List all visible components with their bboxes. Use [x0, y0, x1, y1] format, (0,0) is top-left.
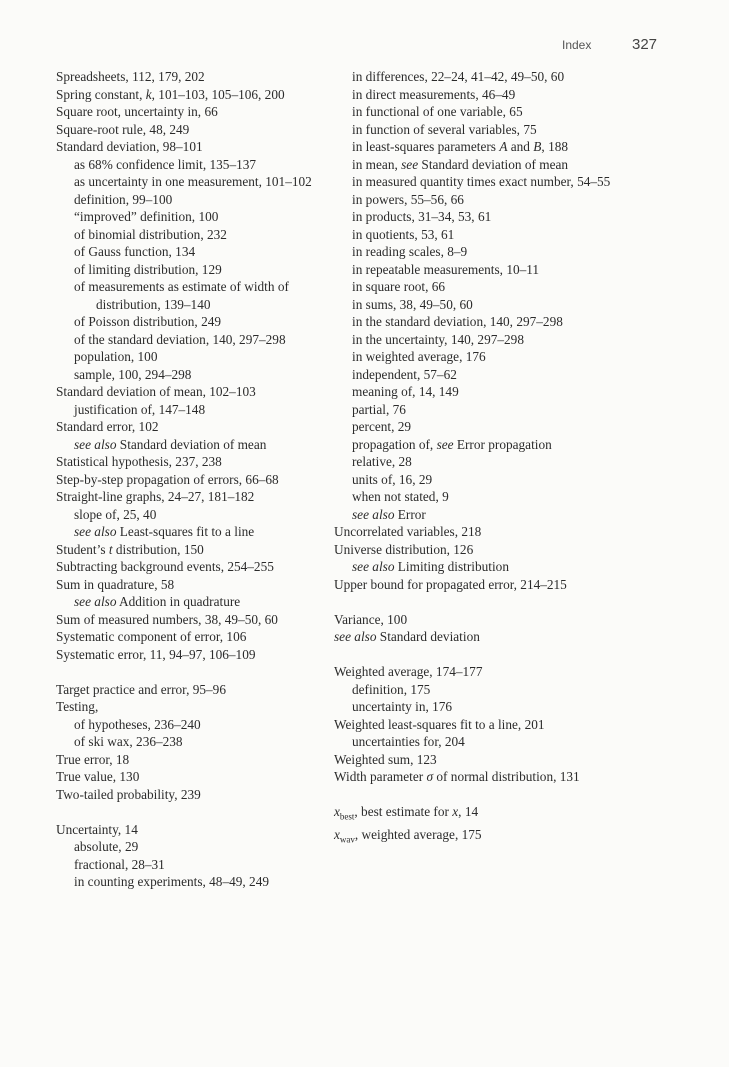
index-subentry: of Gauss function, 134: [74, 244, 196, 259]
index-subentry: of binomial distribution, 232: [74, 226, 227, 242]
index-entry: True value, 130: [56, 769, 140, 784]
index-entry: Universe distribution, 126: [334, 541, 474, 557]
index-subentry: as uncertainty in one measurement, 101–102: [74, 174, 312, 189]
index-entry: Spring constant, k, 101–103, 105–106, 200: [56, 86, 285, 102]
index-subentry: absolute, 29: [74, 839, 139, 854]
index-subentry: independent, 57–62: [352, 366, 457, 382]
index-entry: Target practice and error, 95–96: [56, 681, 226, 697]
index-entry: Sum of measured numbers, 38, 49–50, 60: [56, 611, 278, 627]
index-subentry: in direct measurements, 46–49: [352, 86, 516, 102]
index-subentry: percent, 29: [352, 419, 412, 434]
index-entry: $x_{best}$, best estimate for x, 14: [334, 804, 479, 822]
index-subentry: uncertainties for, 204: [352, 734, 465, 749]
index-subentry: definition, 99–100: [74, 191, 173, 207]
index-subentry: when not stated, 9: [352, 489, 449, 504]
running-header-label: Index: [562, 38, 592, 52]
index-entry: Systematic error, 11, 94–97, 106–109: [56, 646, 256, 662]
index-subentry: relative, 28: [352, 454, 412, 469]
index-subentry: in sums, 38, 49–50, 60: [352, 296, 473, 312]
index-entry: Weighted least-squares fit to a line, 201: [334, 716, 545, 732]
index-entry: Weighted sum, 123: [334, 751, 437, 767]
index-entry: Two-tailed probability, 239: [56, 786, 201, 802]
index-entry: Variance, 100: [334, 611, 408, 627]
index-subentry: partial, 76: [352, 401, 406, 417]
index-subentry: in measured quantity times exact number, 54–55: [352, 174, 611, 189]
index-subentry: of ski wax, 236–238: [74, 734, 183, 749]
index-entry: Subtracting background events, 254–255: [56, 559, 274, 574]
index-entry: Square root, uncertainty in, 66: [56, 104, 218, 119]
index-subentry: of the standard deviation, 140, 297–298: [74, 331, 286, 347]
index-subentry: in function of several variables, 75: [352, 121, 537, 137]
index-entry: Square-root rule, 48, 249: [56, 121, 190, 137]
index-subentry: in least-squares parameters A and B, 188: [352, 139, 569, 154]
page-header: [0, 36, 729, 56]
index-entry: Statistical hypothesis, 237, 238: [56, 454, 222, 469]
index-entry: Uncertainty, 14: [56, 821, 138, 837]
index-subentry: of hypotheses, 236–240: [74, 716, 201, 732]
index-subentry: slope of, 25, 40: [74, 506, 157, 522]
index-subentry: population, 100: [74, 349, 158, 364]
index-subentry: definition, 175: [352, 681, 431, 697]
index-subentry: in the standard deviation, 140, 297–298: [352, 314, 563, 329]
index-entry: $x_{wav}$, weighted average, 175: [334, 827, 482, 845]
index-entry: Spreadsheets, 112, 179, 202: [56, 69, 205, 84]
index-entry: Testing,: [56, 699, 99, 714]
index-subentry: “improved” definition, 100: [74, 209, 219, 224]
index-subentry: see also Least-squares fit to a line: [74, 524, 255, 539]
index-subentry: meaning of, 14, 149: [352, 384, 459, 399]
index-entry: Width parameter σ of normal distribution, 131: [334, 769, 580, 784]
index-subentry: in quotients, 53, 61: [352, 226, 455, 242]
index-subentry: in functional of one variable, 65: [352, 104, 523, 119]
page-number: 327: [632, 36, 658, 53]
index-subentry: uncertainty in, 176: [352, 699, 453, 714]
index-subentry: in mean, see Standard deviation of mean: [352, 156, 569, 172]
index-entry: True error, 18: [56, 751, 130, 767]
index-entry: Straight-line graphs, 24–27, 181–182: [56, 489, 255, 504]
index-subentry: in powers, 55–56, 66: [352, 191, 464, 207]
index-subentry: propagation of, see Error propagation: [352, 436, 552, 452]
index-entry: Weighted average, 174–177: [334, 664, 483, 679]
index-subentry: in square root, 66: [352, 279, 446, 294]
index-subentry: in weighted average, 176: [352, 349, 486, 364]
index-subentry: in reading scales, 8–9: [352, 244, 468, 259]
index-entry: Student’s t distribution, 150: [56, 541, 204, 557]
index-subentry: as 68% confidence limit, 135–137: [74, 156, 257, 172]
index-subentry: see also Limiting distribution: [352, 559, 509, 574]
index-entry: Upper bound for propagated error, 214–215: [334, 576, 567, 592]
index-subentry: justification of, 147–148: [74, 401, 206, 417]
index-entry: Standard error, 102: [56, 419, 159, 434]
index-entry: see also Standard deviation: [334, 629, 480, 644]
index-subentry: in counting experiments, 48–49, 249: [74, 874, 269, 889]
index-column-right: [334, 68, 634, 849]
index-subentry: see also Standard deviation of mean: [74, 436, 267, 452]
index-subentry: of limiting distribution, 129: [74, 261, 222, 277]
index-entry: Sum in quadrature, 58: [56, 576, 175, 592]
index-column-left: [56, 68, 356, 891]
index-entry: Standard deviation of mean, 102–103: [56, 384, 256, 399]
index-entry: Step-by-step propagation of errors, 66–68: [56, 471, 279, 487]
index-entry: Uncorrelated variables, 218: [334, 524, 482, 539]
index-subentry: fractional, 28–31: [74, 856, 165, 872]
index-subentry: in the uncertainty, 140, 297–298: [352, 331, 524, 347]
index-subentry: in repeatable measurements, 10–11: [352, 261, 540, 277]
index-entry: Standard deviation, 98–101: [56, 139, 203, 154]
index-entry: Systematic component of error, 106: [56, 629, 247, 644]
index-subentry: of measurements as estimate of width of distribution, 139–140: [74, 279, 289, 312]
index-subentry: units of, 16, 29: [352, 471, 433, 487]
index-subentry: sample, 100, 294–298: [74, 366, 192, 382]
index-subentry: see also Addition in quadrature: [74, 594, 241, 609]
index-subentry: in differences, 22–24, 41–42, 49–50, 60: [352, 69, 565, 84]
index-subentry: see also Error: [352, 506, 426, 522]
index-subentry: in products, 31–34, 53, 61: [352, 209, 492, 224]
index-subentry: of Poisson distribution, 249: [74, 314, 222, 329]
